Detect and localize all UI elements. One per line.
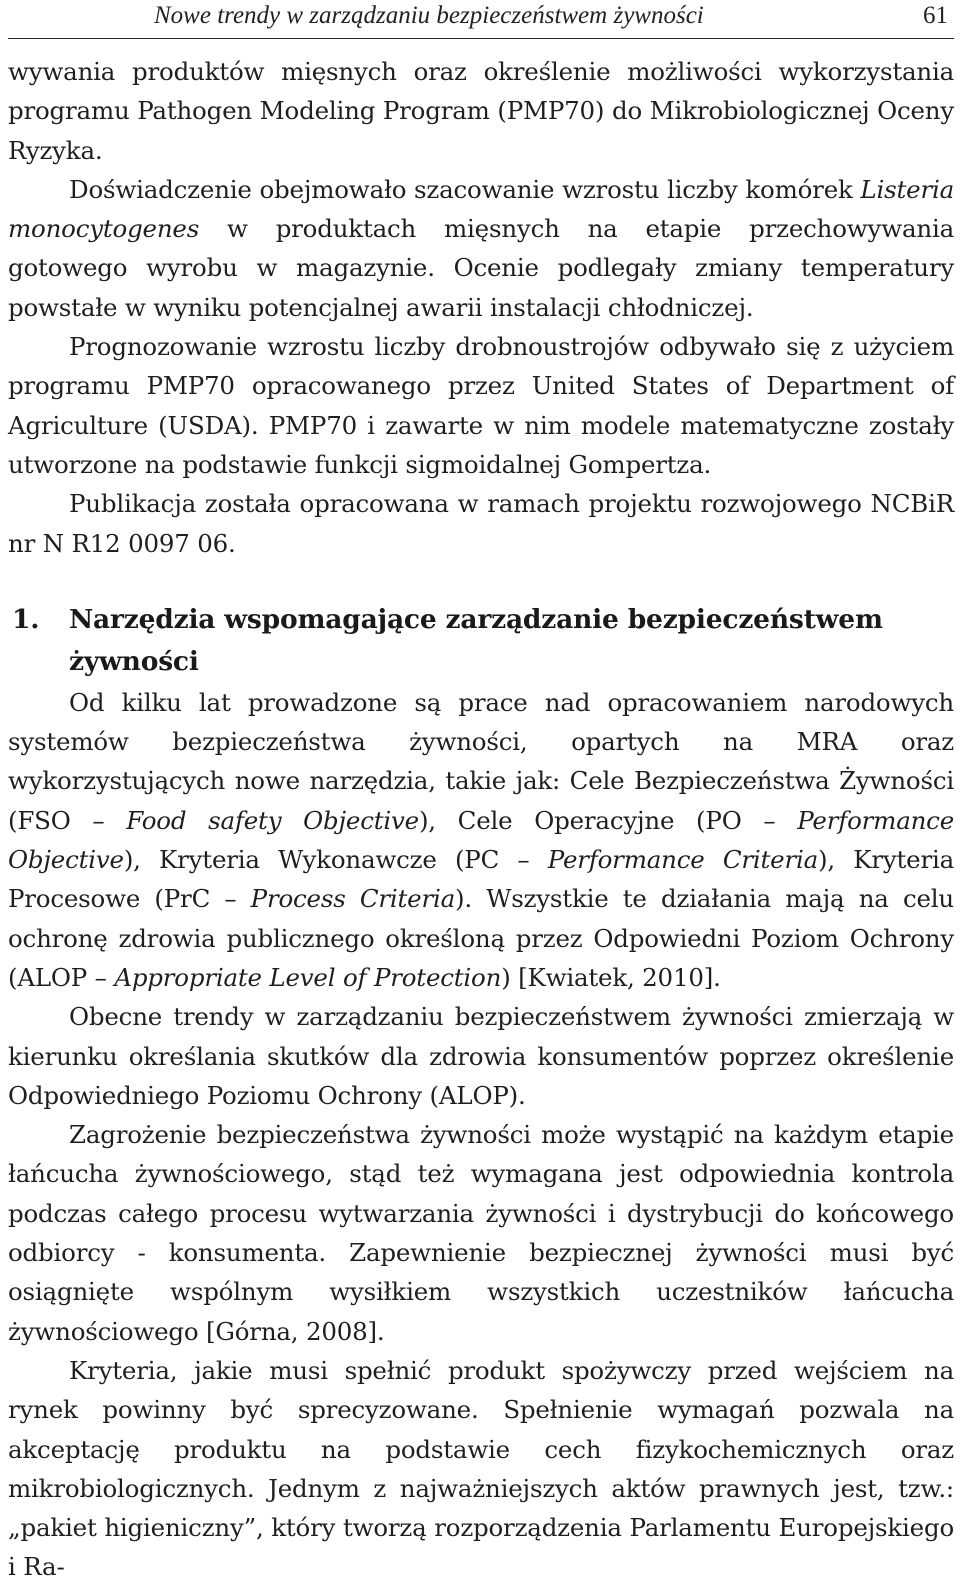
intro-paragraph-2-text-a: Doświadczenie obejmowało szacowanie wzrostu liczby komórek: [69, 174, 861, 204]
intro-paragraph-4: [8, 484, 954, 563]
intro-paragraph-1-text: wywania produktów mięsnych oraz określenie możliwości wykorzystania programu Pathogen Modeling Program (PMP70) do Mikrobiologicznej Oceny Ryzyka.: [8, 57, 954, 165]
page-number: 61: [923, 2, 948, 29]
term-po: Performance Objective: [8, 805, 954, 875]
term-prc: Process Criteria: [250, 884, 456, 914]
term-alop: Appropriate Level of Protection: [114, 962, 502, 992]
intro-paragraph-2-text-b: w produktach mięsnych na etapie przechowywania gotowego wyrobu w magazynie. Ocenie podlegały zmiany temperatury powstałe w wyniku potencjalnej awarii instalacji chłodniczej.: [8, 214, 954, 322]
running-title: Nowe trendy w zarządzaniu bezpieczeństwem żywności: [154, 2, 704, 29]
term-fso: Food safety Objective: [126, 805, 419, 835]
section-paragraph-3-text: Zagrożenie bezpieczeństwa żywności może wystąpić na każdym etapie łańcucha żywnościowego, stąd też wymagana jest odpowiednia kontrola podczas całego procesu wytwarzania żywności i dystrybucji do końcowego odbiorcy - konsumenta. Zapewnienie bezpiecznej żywności musi być osiągnięte wspólnym wysiłkiem wszystkich uczestników łańcucha żywnościowego [Górna, 2008].: [8, 1120, 954, 1346]
section-paragraph-1-text-5: ). Wszystkie te działania mają na celu ochronę zdrowia publicznego określoną przez Odpowiedni Poziom Ochrony (ALOP –: [8, 884, 954, 992]
section-paragraph-2: [8, 997, 954, 1115]
intro-paragraph-1: [8, 52, 954, 170]
species-name: Listeria monocytogenes: [8, 174, 954, 244]
section-paragraph-1-text-4: ), Kryteria Procesowe (PrC –: [8, 845, 955, 914]
term-pc: Performance Criteria: [547, 845, 819, 875]
intro-paragraph-3-text: Prognozowanie wzrostu liczby drobnoustrojów odbywało się z użyciem programu PMP70 opracowanego przez United States of Department of Agriculture (USDA). PMP70 i zawarte w nim modele matematyczne zostały utworzone na podstawie funkcji sigmoidalnej Gompertza.: [8, 332, 954, 479]
section-paragraph-1-text-6: ) [Kwiatek, 2010].: [501, 962, 721, 992]
section-paragraph-1: [8, 683, 954, 997]
section-paragraph-4-text: Kryteria, jakie musi spełnić produkt spożywczy przed wejściem na rynek powinny być sprecyzowane. Spełnienie wymagań pozwala na akceptację produktu na podstawie cech fizykochemicznych oraz mikrobiologicznych. Jednym z najważniejszych aktów prawnych jest, tzw.: „pakiet higieniczny”, który tworzą rozporządzenia Parlamentu Europejskiego i Ra-: [8, 1355, 954, 1582]
section-paragraph-3: [8, 1115, 954, 1351]
body-text: [8, 52, 954, 1587]
section-paragraph-1-text-2: ), Cele Operacyjne (PO –: [418, 805, 798, 835]
section-paragraph-1-text-3: ), Kryteria Wykonawcze (PC –: [123, 845, 548, 875]
section-heading: [8, 599, 954, 683]
intro-paragraph-4-text: Publikacja została opracowana w ramach projektu rozwojowego NCBiR nr N R12 0097 06.: [8, 489, 954, 558]
section-title: Narzędzia wspomagające zarządzanie bezpieczeństwem żywności: [69, 603, 883, 677]
section-number: 1.: [12, 603, 40, 635]
running-header: [8, 0, 954, 39]
intro-paragraph-2: [8, 170, 954, 327]
section-paragraph-2-text: Obecne trendy w zarządzaniu bezpieczeństwem żywności zmierzają w kierunku określania skutków dla zdrowia konsumentów poprzez określenie Odpowiedniego Poziomu Ochrony (ALOP).: [8, 1002, 954, 1110]
section-paragraph-1-text-1: Od kilku lat prowadzone są prace nad opracowaniem narodowych systemów bezpieczeństwa żywności, opartych na MRA oraz wykorzystujących nowe narzędzia, takie jak: Cele Bezpieczeństwa Żywności (FSO –: [8, 687, 954, 835]
section-paragraph-4: [8, 1351, 954, 1587]
intro-paragraph-3: [8, 327, 954, 484]
